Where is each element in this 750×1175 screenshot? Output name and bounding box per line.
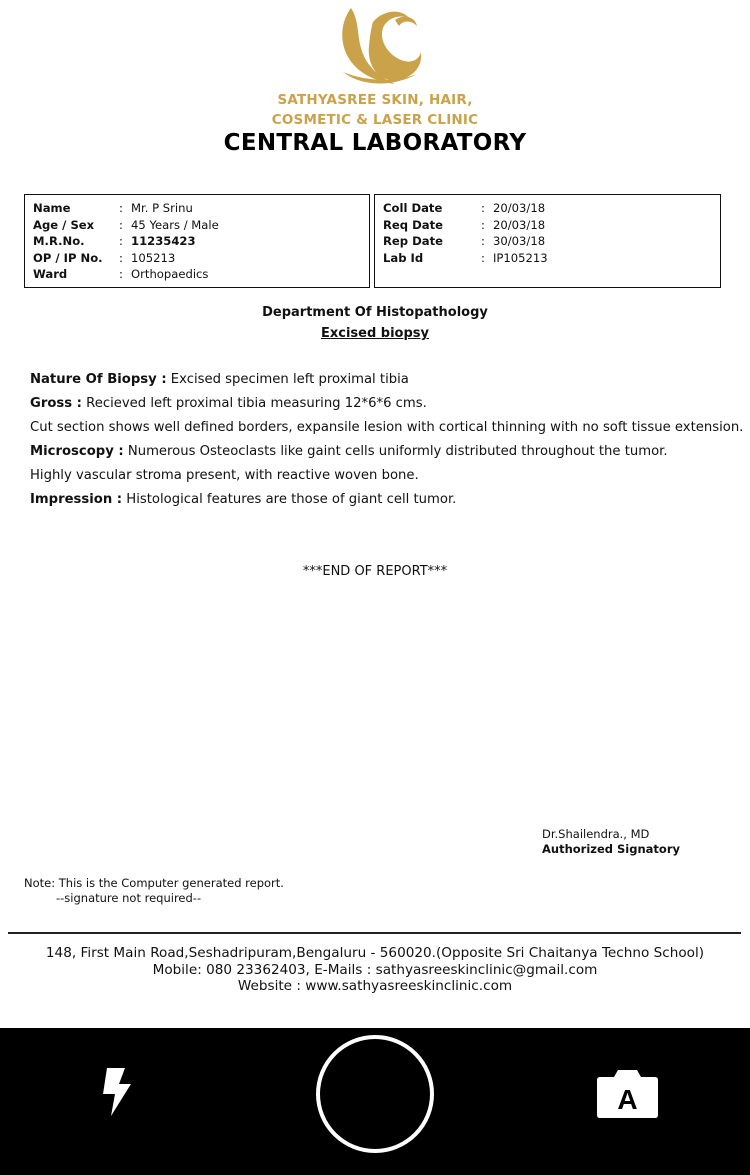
auto-mode-icon[interactable] xyxy=(596,1067,659,1119)
computer-generated-note xyxy=(24,876,284,905)
patient-row-age-sex: Age / Sex : 45 Years / Male xyxy=(33,217,219,232)
auto-mode-label: A xyxy=(617,1084,638,1115)
department-heading: Department Of Histopathology xyxy=(262,305,488,320)
field-value: 11235423 xyxy=(131,234,196,249)
field-value: IP105213 xyxy=(493,250,548,265)
page-title: CENTRAL LABORATORY xyxy=(223,130,527,156)
note-line1: Note: This is the Computer generated report. xyxy=(24,876,284,890)
field-label: Lab Id xyxy=(383,250,424,265)
clinic-name-line1: SATHYASREE SKIN, HAIR, xyxy=(277,92,473,108)
footer-divider xyxy=(8,932,741,934)
shutter-button[interactable] xyxy=(316,1035,434,1153)
impression: Impression : Histological features are those of giant cell tumor. xyxy=(30,492,457,507)
field-value: 45 Years / Male xyxy=(131,217,219,232)
patient-row-ward: Ward : Orthopaedics xyxy=(33,267,209,282)
patient-row-op-ip: OP / IP No. : 105213 xyxy=(33,250,176,265)
patient-row-name: Name : Mr. P Srinu xyxy=(33,201,193,216)
field-value: 20/03/18 xyxy=(493,217,546,232)
date-row-labid: Lab Id : IP105213 xyxy=(383,250,548,265)
field-label: Ward xyxy=(33,267,68,282)
field-label: Coll Date xyxy=(383,201,443,216)
date-row-req: Req Date : 20/03/18 xyxy=(383,217,546,232)
field-label: Name xyxy=(33,201,71,216)
field-value: 105213 xyxy=(131,250,176,265)
cut-section-finding: Cut section shows well defined borders, expansile lesion with cortical thinning with no soft tissue extension. xyxy=(30,420,744,435)
report-body xyxy=(30,370,744,514)
footer-contact: Mobile: 080 23362403, E-Mails : sathyasreeskinclinic@gmail.com xyxy=(152,961,598,978)
signatory-name: Dr.Shailendra., MD xyxy=(542,827,650,841)
date-row-coll: Coll Date : 20/03/18 xyxy=(383,201,546,216)
patient-row-mrno: M.R.No. : 11235423 xyxy=(33,234,196,249)
field-label: OP / IP No. xyxy=(33,250,103,265)
signatory-role: Authorized Signatory xyxy=(542,842,680,856)
field-value: 30/03/18 xyxy=(493,234,546,249)
test-heading xyxy=(0,326,750,341)
flash-icon[interactable] xyxy=(101,1066,133,1118)
stroma-finding: Highly vascular stroma present, with reactive woven bone. xyxy=(30,468,419,483)
signatory-block xyxy=(542,827,680,857)
footer-website: Website : www.sathyasreeskinclinic.com xyxy=(237,978,513,995)
test-heading-text: Excised biopsy xyxy=(320,326,430,341)
clinic-footer xyxy=(0,945,750,995)
clinic-logo-icon xyxy=(321,2,429,88)
gross-finding: Gross : Recieved left proximal tibia measuring 12*6*6 cms. xyxy=(30,396,427,411)
field-label: M.R.No. xyxy=(33,234,85,249)
date-row-rep: Rep Date : 30/03/18 xyxy=(383,234,546,249)
nature-of-biopsy: Nature Of Biopsy : Excised specimen left proximal tibia xyxy=(30,372,409,387)
field-label: Rep Date xyxy=(383,234,443,249)
note-line2: --signature not required-- xyxy=(56,891,202,905)
field-label: Age / Sex xyxy=(33,217,95,232)
field-value: Mr. P Srinu xyxy=(131,201,193,216)
patient-info-box xyxy=(24,194,370,288)
field-value: Orthopaedics xyxy=(131,267,209,282)
end-of-report: ***END OF REPORT*** xyxy=(302,564,448,579)
microscopy-finding: Microscopy : Numerous Osteoclasts like gaint cells uniformly distributed throughout the tumor. xyxy=(30,444,668,459)
field-value: 20/03/18 xyxy=(493,201,546,216)
clinic-name-line2: COSMETIC & LASER CLINIC xyxy=(271,112,479,128)
field-label: Req Date xyxy=(383,217,443,232)
footer-address: 148, First Main Road,Seshadripuram,Bengaluru - 560020.(Opposite Sri Chaitanya Techno School) xyxy=(45,945,705,961)
dates-info-box xyxy=(374,194,721,288)
